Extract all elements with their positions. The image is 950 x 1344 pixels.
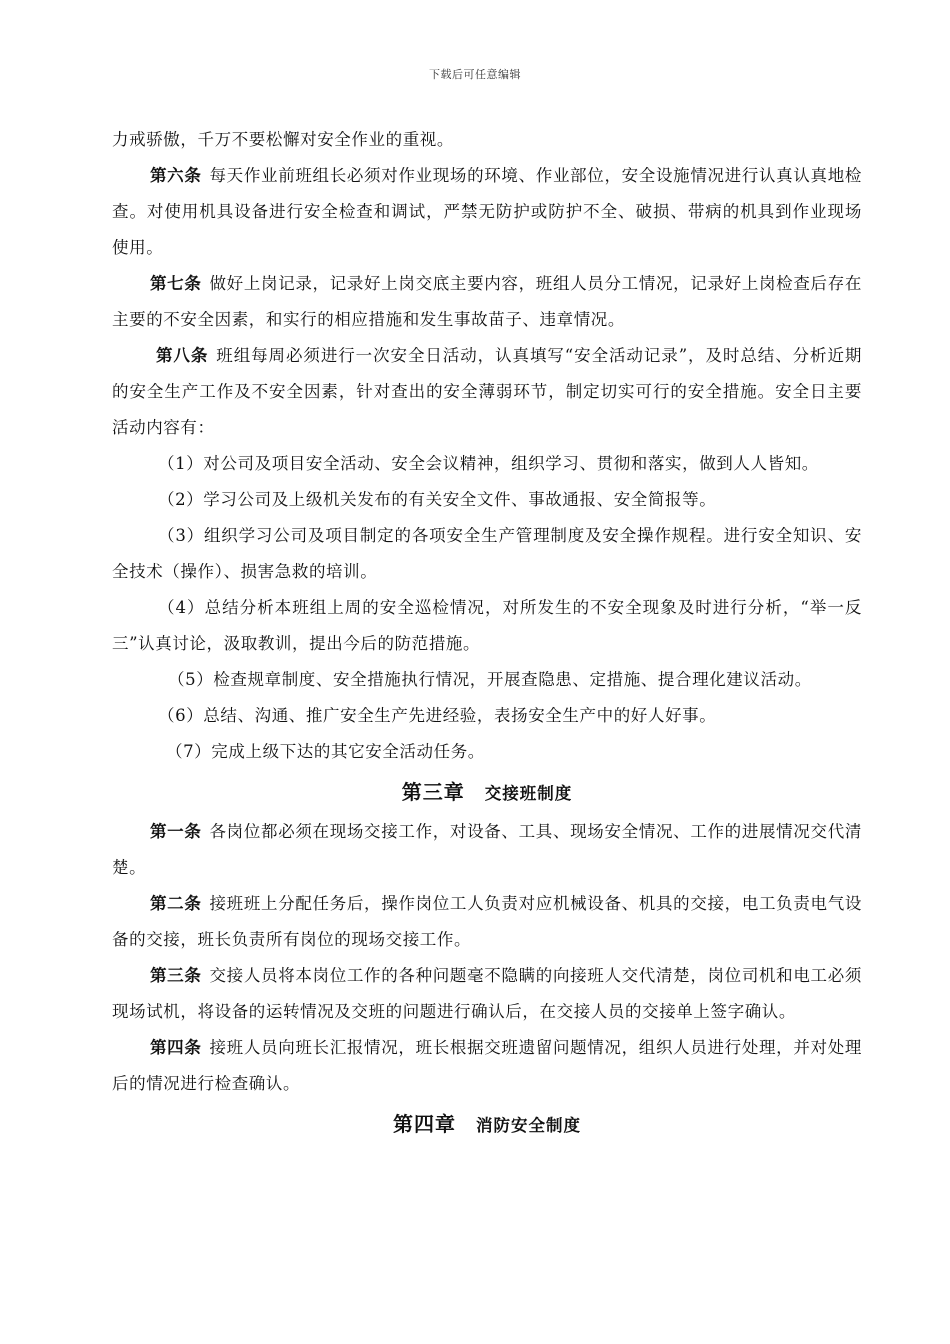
article-8-item-7: （7）完成上级下达的其它安全活动任务。 bbox=[166, 742, 485, 761]
chapter-3-article-1-text: 各岗位都必须在现场交接工作，对设备、工具、现场安全情况、工作的进展情况交代清楚。 bbox=[112, 822, 862, 877]
article-8-item-6: （6）总结、沟通、推广安全生产先进经验，表扬安全生产中的好人好事。 bbox=[158, 706, 717, 725]
chapter-3-article-4-label: 第四条 bbox=[150, 1038, 202, 1057]
intro-paragraph: 力戒骄傲，千万不要松懈对安全作业的重视。 bbox=[112, 130, 454, 149]
chapter-3-article-4-text: 接班人员向班长汇报情况，班长根据交班遗留问题情况，组织人员进行处理，并对处理后的情况进行检查确认。 bbox=[112, 1038, 862, 1093]
article-8-item-2: （2）学习公司及上级机关发布的有关安全文件、事故通报、安全简报等。 bbox=[158, 490, 717, 509]
document-body bbox=[112, 122, 862, 1146]
chapter-3-article-2 bbox=[112, 886, 862, 958]
article-8-item-5: （5）检查规章制度、安全措施执行情况，开展查隐患、定措施、提合理化建议活动。 bbox=[168, 670, 812, 689]
article-7 bbox=[112, 266, 862, 338]
article-8 bbox=[112, 338, 862, 446]
page-header: 下载后可任意编辑 bbox=[429, 68, 521, 81]
chapter-3-article-4 bbox=[112, 1030, 862, 1102]
article-8-item-1: （1）对公司及项目安全活动、安全会议精神，组织学习、贯彻和落实，做到人人皆知。 bbox=[158, 454, 819, 473]
article-8-item-3: （3）组织学习公司及项目制定的各项安全生产管理制度及安全操作规程。进行安全知识、安全技术（操作）、损害急救的培训。 bbox=[112, 526, 862, 581]
chapter-3-article-3 bbox=[112, 958, 862, 1030]
article-7-label: 第七条 bbox=[150, 274, 202, 293]
chapter-3-heading bbox=[112, 772, 862, 814]
chapter-3-number: 第三章 bbox=[401, 780, 465, 804]
article-6-label: 第六条 bbox=[150, 166, 202, 185]
article-8-item-4: （4）总结分析本班组上周的安全巡检情况，对所发生的不安全现象及时进行分析，“举一反三”认真讨论，汲取教训，提出今后的防范措施。 bbox=[112, 598, 862, 653]
article-8-label: 第八条 bbox=[156, 346, 209, 365]
article-6-text: 每天作业前班组长必须对作业现场的环境、作业部位，安全设施情况进行认真认真地检查。对使用机具设备进行安全检查和调试，严禁无防护或防护不全、破损、带病的机具到作业现场使用。 bbox=[112, 166, 862, 257]
chapter-3-article-2-text: 接班班上分配任务后，操作岗位工人负责对应机械设备、机具的交接，电工负责电气设备的交接，班长负责所有岗位的现场交接工作。 bbox=[112, 894, 862, 949]
chapter-4-heading bbox=[112, 1104, 862, 1146]
chapter-3-article-3-text: 交接人员将本岗位工作的各种问题毫不隐瞒的向接班人交代清楚，岗位司机和电工必须现场试机，将设备的运转情况及交班的问题进行确认后，在交接人员的交接单上签字确认。 bbox=[112, 966, 862, 1021]
chapter-3-title: 交接班制度 bbox=[484, 784, 573, 803]
chapter-4-number: 第四章 bbox=[393, 1112, 456, 1136]
article-7-text: 做好上岗记录，记录好上岗交底主要内容，班组人员分工情况，记录好上岗检查后存在主要的不安全因素，和实行的相应措施和发生事故苗子、违章情况。 bbox=[112, 274, 862, 329]
chapter-3-article-3-label: 第三条 bbox=[150, 966, 202, 985]
article-8-text: 班组每周必须进行一次安全日活动，认真填写“安全活动记录”，及时总结、分析近期的安全生产工作及不安全因素，针对查出的安全薄弱环节，制定切实可行的安全措施。安全日主要活动内容有： bbox=[112, 346, 862, 437]
chapter-3-article-1 bbox=[112, 814, 862, 886]
chapter-3-article-1-label: 第一条 bbox=[150, 822, 202, 841]
chapter-4-title: 消防安全制度 bbox=[476, 1116, 581, 1135]
article-6 bbox=[112, 158, 862, 266]
chapter-3-article-2-label: 第二条 bbox=[150, 894, 202, 913]
